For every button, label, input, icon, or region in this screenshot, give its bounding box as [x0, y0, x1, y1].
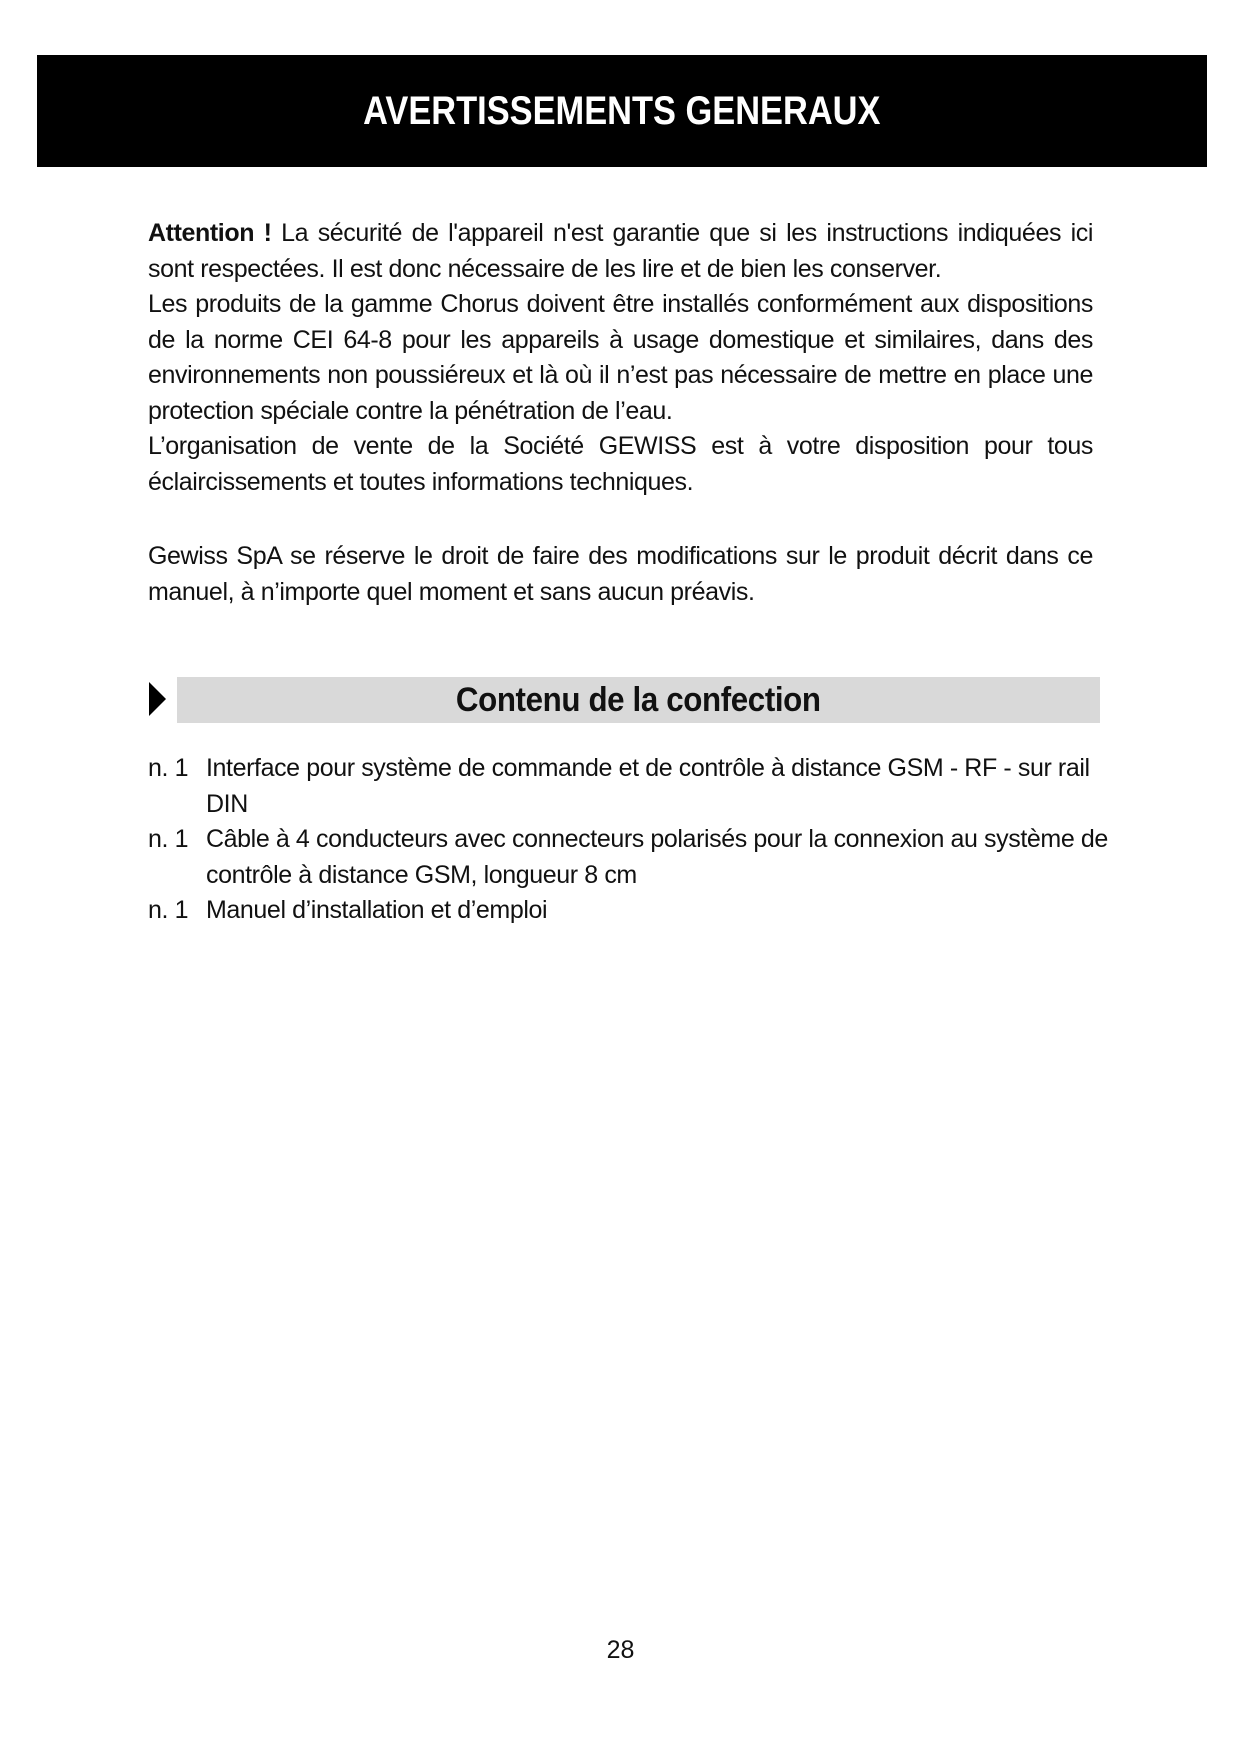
- page-header: [37, 55, 1207, 167]
- item-description: Câble à 4 conducteurs avec connecteurs polarisés pour la connexion au système de contrôle à distance GSM, longueur 8 cm: [206, 825, 1108, 889]
- item-description: Interface pour système de commande et de contrôle à distance GSM - RF - sur rail DIN: [206, 754, 1090, 818]
- section-title: Contenu de la confection: [456, 680, 821, 719]
- triangle-arrow-icon: [149, 682, 166, 716]
- list-item: [148, 751, 1128, 822]
- chorus-paragraph: Les produits de la gamme Chorus doivent être installés conformément aux dispositions de la norme CEI 64-8 pour les appareils à usage domestique et similaires, dans des environnements non poussiéreux et là où il n’est pas nécessaire de mettre en place une protection spéciale contre la pénétration de l’eau.: [148, 290, 1093, 425]
- item-description: Manuel d’installation et d’emploi: [206, 896, 548, 924]
- item-quantity: n. 1: [148, 896, 189, 924]
- item-quantity: n. 1: [148, 825, 189, 853]
- contents-list: [148, 751, 1128, 929]
- attention-paragraph: [148, 216, 1093, 287]
- sales-paragraph: L’organisation de vente de la Société GEWISS est à votre disposition pour tous éclaircissements et toutes informations techniques.: [148, 432, 1093, 496]
- page-title: AVERTISSEMENTS GENERAUX: [363, 88, 881, 133]
- disclaimer-block: [148, 539, 1093, 610]
- list-item: [148, 893, 1128, 929]
- item-quantity: n. 1: [148, 754, 189, 782]
- attention-text: La sécurité de l'appareil n'est garantie que si les instructions indiquées ici sont respectées. Il est donc nécessaire de les lire et de bien les conserver.: [148, 219, 1094, 283]
- section-header-bar: [177, 677, 1100, 723]
- intro-block: [148, 216, 1093, 500]
- page-number: 28: [606, 1636, 635, 1664]
- disclaimer-paragraph: Gewiss SpA se réserve le droit de faire des modifications sur le produit décrit dans ce manuel, à n’importe quel moment et sans aucun préavis.: [148, 542, 1093, 606]
- attention-label: Attention !: [148, 219, 272, 247]
- list-item: [148, 822, 1128, 893]
